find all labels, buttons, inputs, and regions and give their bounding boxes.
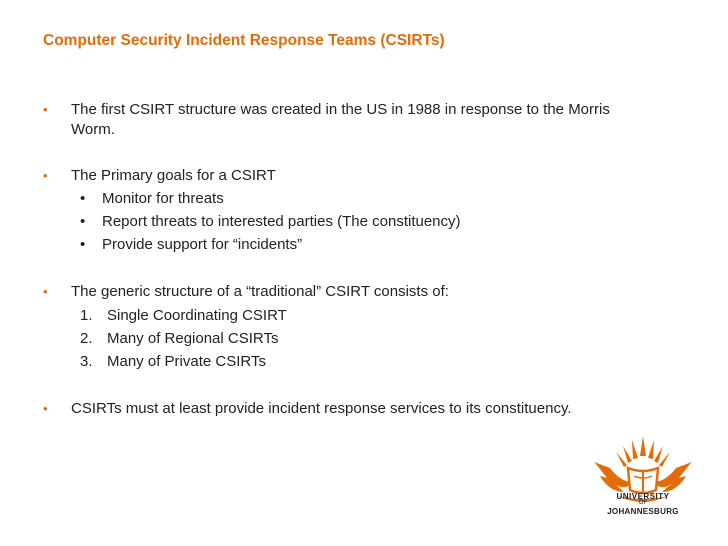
logo-text-of: OF: [638, 500, 648, 506]
logo-text-university: UNIVERSITY: [616, 492, 670, 501]
bullet-marker: •: [43, 401, 48, 416]
sub-item-text: Provide support for “incidents”: [102, 236, 303, 253]
numbered-item-text: Many of Private CSIRTs: [107, 353, 266, 370]
bullet-1-line-1: The first CSIRT structure was created in the US in 1988 in response to the Morris: [71, 101, 610, 118]
sub-item-text: Monitor for threats: [102, 190, 224, 207]
logo-text-johannesburg: JOHANNESBURG: [607, 507, 679, 516]
sub-bullet-marker: •: [80, 213, 86, 230]
bullet-2-text: The Primary goals for a CSIRT: [71, 167, 276, 184]
numbered-item-text: Single Coordinating CSIRT: [107, 307, 287, 324]
slide-title: Computer Security Incident Response Teams (CSIRTs): [43, 32, 445, 49]
bullet-marker: •: [43, 168, 48, 183]
bullet-1-line-2: Worm.: [71, 121, 115, 138]
bullet-marker: •: [43, 102, 48, 117]
bullet-3-text: The generic structure of a “traditional” CSIRT consists of:: [71, 283, 449, 300]
sub-item-text: Report threats to interested parties (The constituency): [102, 213, 461, 230]
number-marker: 2.: [80, 330, 93, 347]
bullet-marker: •: [43, 284, 48, 299]
number-marker: 3.: [80, 353, 93, 370]
sub-bullet-marker: •: [80, 190, 86, 207]
numbered-item-text: Many of Regional CSIRTs: [107, 330, 279, 347]
number-marker: 1.: [80, 307, 93, 324]
sub-bullet-marker: •: [80, 236, 86, 253]
bullet-4-text: CSIRTs must at least provide incident response services to its constituency.: [71, 400, 572, 417]
